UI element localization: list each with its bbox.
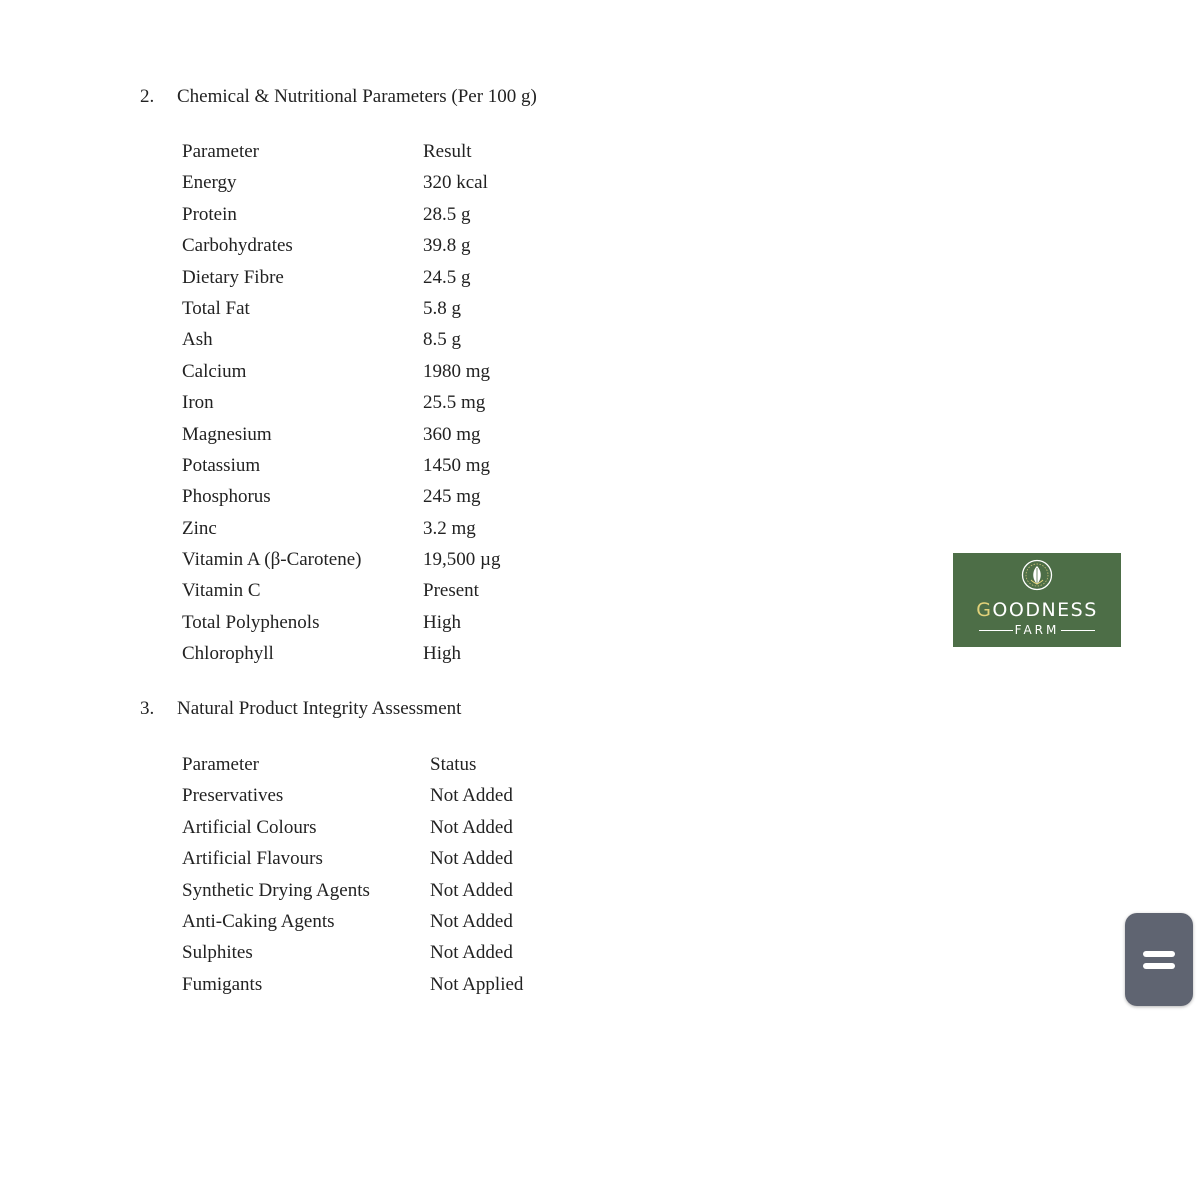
parameter-value: Not Added <box>430 816 513 838</box>
section-title: Natural Product Integrity Assessment <box>177 698 462 719</box>
goodness-farm-logo <box>953 553 1121 647</box>
logo-subtitle <box>953 623 1121 637</box>
parameter-value: 8.5 g <box>423 329 461 351</box>
parameter-value: 320 kcal <box>423 172 488 194</box>
parameter-value: High <box>423 643 461 665</box>
header-value: Result <box>423 141 472 162</box>
parameter-name: Potassium <box>182 454 261 476</box>
parameter-name: Synthetic Drying Agents <box>182 879 370 901</box>
header-value: Status <box>430 754 477 775</box>
parameter-name: Dietary Fibre <box>182 266 284 288</box>
parameter-value: 24.5 g <box>423 266 471 288</box>
parameter-name: Anti-Caking Agents <box>182 910 335 932</box>
parameter-name: Artificial Colours <box>182 816 317 838</box>
logo-brand-initial: G <box>976 599 993 621</box>
parameter-value: 25.5 mg <box>423 392 486 414</box>
parameter-value: Not Added <box>430 785 513 807</box>
parameter-value: 1450 mg <box>423 454 491 476</box>
section-heading-nutritional <box>140 86 537 108</box>
parameter-value: Not Added <box>430 910 513 932</box>
parameter-value: 5.8 g <box>423 297 461 319</box>
parameter-value: Present <box>423 580 479 602</box>
drag-handle-icon-bar <box>1143 963 1175 969</box>
parameter-name: Sulphites <box>182 942 253 964</box>
parameter-value: 360 mg <box>423 423 481 445</box>
parameter-name: Chlorophyll <box>182 643 274 665</box>
section-number: 2. <box>140 86 155 107</box>
parameter-value: 19,500 µg <box>423 549 501 571</box>
parameter-value: High <box>423 611 461 633</box>
parameter-name: Magnesium <box>182 423 272 445</box>
parameter-name: Vitamin A (β-Carotene) <box>182 549 362 571</box>
parameter-name: Carbohydrates <box>182 235 293 257</box>
drag-handle-icon <box>1143 951 1175 957</box>
parameter-value: Not Added <box>430 879 513 901</box>
leaf-emblem-icon <box>1021 559 1053 591</box>
parameter-value: Not Added <box>430 942 513 964</box>
parameter-value: 28.5 g <box>423 203 471 225</box>
header-parameter: Parameter <box>182 754 260 775</box>
parameter-name: Total Fat <box>182 297 250 319</box>
logo-subtitle-text: FARM <box>1014 623 1060 637</box>
parameter-name: Calcium <box>182 360 247 382</box>
parameter-name: Energy <box>182 172 237 194</box>
parameter-name: Artificial Flavours <box>182 848 323 870</box>
parameter-value: Not Added <box>430 848 513 870</box>
header-parameter: Parameter <box>182 141 260 162</box>
logo-brand-rest: OODNESS <box>992 599 1098 621</box>
section-number: 3. <box>140 698 155 719</box>
parameter-value: Not Applied <box>430 973 524 995</box>
parameter-value: 245 mg <box>423 486 481 508</box>
parameter-name: Total Polyphenols <box>182 611 320 633</box>
parameter-name: Ash <box>182 329 213 351</box>
section-heading-integrity <box>140 698 461 720</box>
parameter-name: Vitamin C <box>182 580 261 602</box>
parameter-name: Preservatives <box>182 785 284 807</box>
parameter-name: Zinc <box>182 517 217 539</box>
parameter-value: 1980 mg <box>423 360 491 382</box>
parameter-value: 3.2 mg <box>423 517 476 539</box>
parameter-name: Protein <box>182 203 237 225</box>
parameter-name: Phosphorus <box>182 486 271 508</box>
parameter-name: Fumigants <box>182 973 263 995</box>
floating-drag-handle[interactable] <box>1125 913 1193 1006</box>
parameter-name: Iron <box>182 392 214 414</box>
parameter-value: 39.8 g <box>423 235 471 257</box>
logo-brand <box>953 599 1121 621</box>
section-title: Chemical & Nutritional Parameters (Per 100 g) <box>177 86 537 107</box>
